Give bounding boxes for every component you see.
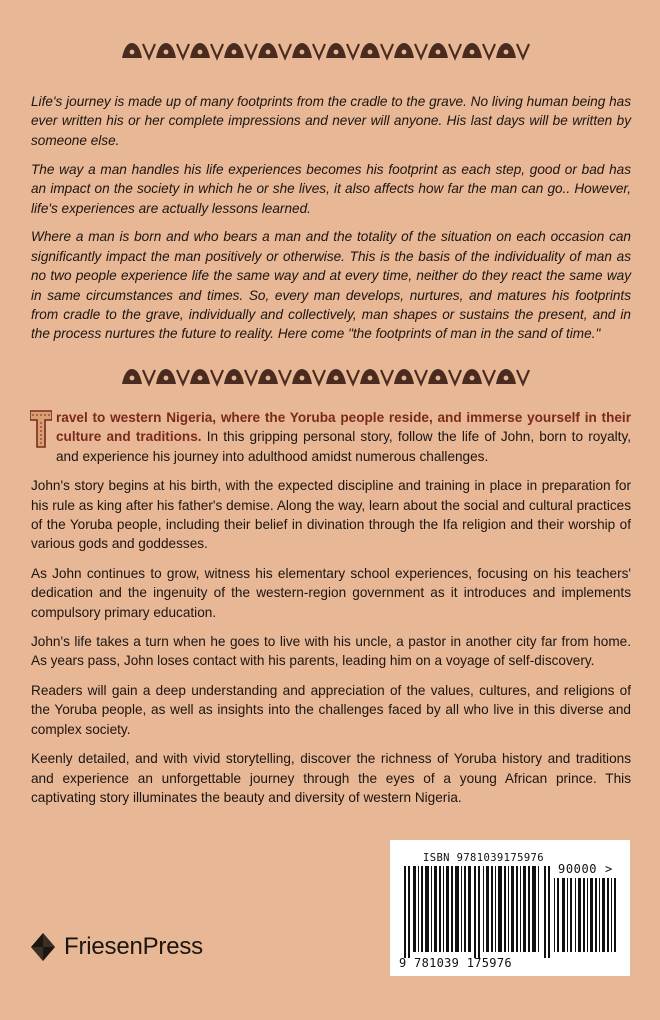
lead-rest-text: In this gripping personal story, follow the life of John, born to royalty, and experience his journey into adulthood amidst numerous challenges. <box>56 429 632 464</box>
book-description <box>31 408 631 817</box>
publisher-logo <box>30 930 203 964</box>
publisher-name: FriesenPress <box>64 933 203 960</box>
ornament-pattern-icon <box>120 366 540 388</box>
description-paragraph-3: As John continues to grow, witness his elementary school experiences, focusing on his teachers' dedication and the ingenuity of the western-region government as it introduces and implements compulsory primary education. <box>31 565 631 620</box>
price-addon-digits: 90000 > <box>558 862 613 876</box>
isbn-label: ISBN 9781039175976 <box>423 852 544 864</box>
friesenpress-diamond-icon <box>30 932 56 962</box>
ean-digits: 9 781039 175976 <box>399 956 512 970</box>
description-paragraph-6: Keenly detailed, and with vivid storytelling, discover the richness of Yoruba history and traditions and experience an unforgettable journey through the eyes of a young African prince. This captivating story illuminates the beauty and diversity of western Nigeria. <box>31 751 631 805</box>
top-ornament-border <box>0 40 660 62</box>
dropcap-t-icon <box>30 409 52 449</box>
ean-barcode-bars <box>404 866 550 958</box>
middle-ornament-border <box>0 366 660 388</box>
dropcap-letter <box>30 409 52 449</box>
lead-bold-text: ravel to western Nigeria, where the Yoruba people reside, and immerse yourself in their culture and traditions. <box>56 410 631 445</box>
epigraph <box>31 92 631 353</box>
description-paragraph-2: John's story begins at his birth, with the expected discipline and training in place in preparation for his rule as king after his father's demise. Along the way, learn about the social and cultural practices of the Yoruba people, including their belief in divination through the Ifa religion and their worship of various gods and goddesses. <box>31 478 631 552</box>
description-paragraph-4: John's life takes a turn when he goes to live with his uncle, a pastor in another city far from home. As years pass, John loses contact with his parents, leading him on a voyage of self-discovery. <box>31 634 631 669</box>
description-paragraph-5: Readers will gain a deep understanding and appreciation of the values, cultures, and religions of the Yoruba people, as well as insights into the challenges faced by all who live in this diverse and complex society. <box>31 682 631 737</box>
isbn-barcode <box>390 840 630 976</box>
epigraph-paragraph-3: Where a man is born and who bears a man and the totality of the situation on each occasion can significantly impact the man positively or otherwise. This is the basis of the individuality of man as no two people experience life the same way and at every time, neither do they react the same way in same circumstances and times. So, every man develops, nurtures, and matures his footprints from cradle to the grave, individually and collectively, man shapes or sustains the present, and in the process nurtures the future to reality. Here come "the footprints of man in the sand of time." <box>31 229 631 342</box>
description-lead-paragraph <box>31 408 631 466</box>
epigraph-paragraph-2: The way a man handles his life experiences becomes his footprint as each step, good or bad has an impact on the society in which he or she lives, it also affects how far the man can go.. However, life's experiences are actually lessons learned. <box>31 161 631 216</box>
addon-barcode-bars <box>554 878 616 952</box>
epigraph-paragraph-1: Life's journey is made up of many footprints from the cradle to the grave. No living human being has ever written his or her complete impressions and never will anyone. His last days will be written by someone else. <box>31 94 631 148</box>
ornament-pattern-icon <box>120 40 540 62</box>
